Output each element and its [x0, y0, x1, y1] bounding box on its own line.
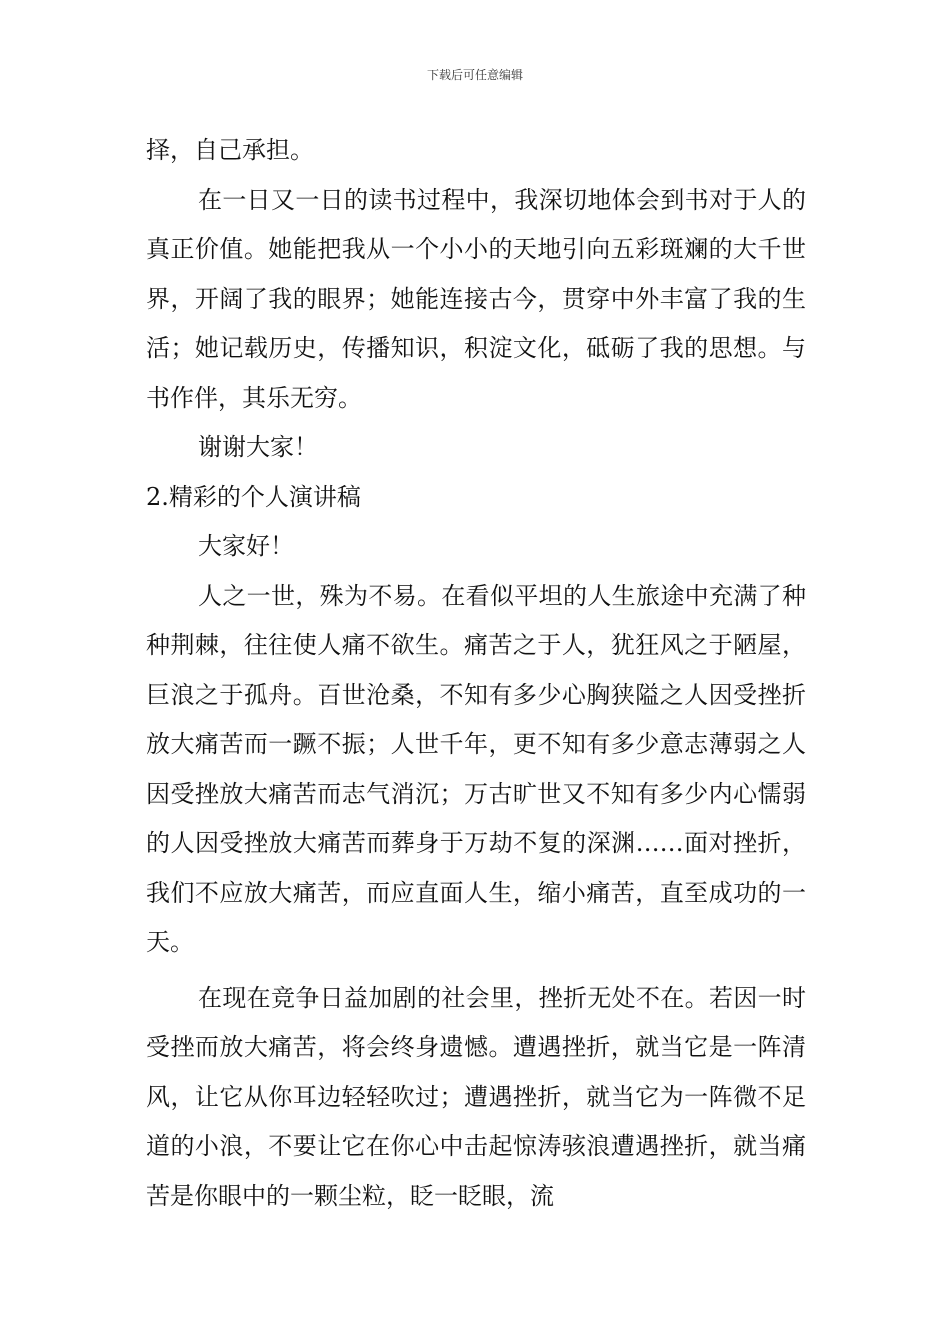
paragraph-greeting: 大家好！	[198, 532, 294, 560]
paragraph-thanks: 谢谢大家！	[198, 433, 318, 461]
page-header: 下载后可任意编辑	[426, 68, 523, 82]
document-body	[146, 126, 806, 1221]
paragraph-reading-value: 在一日又一日的读书过程中，我深切地体会到书对于人的真正价值。她能把我从一个小小的天地引向五彩斑斓的大千世界，开阔了我的眼界；她能连接古今，贯穿中外丰富了我的生活；她记载历史，传播知识，积淀文化，砥砺了我的思想。与书作伴，其乐无穷。	[146, 185, 806, 412]
paragraph-continuation: 择，自己承担。	[146, 136, 314, 164]
section-heading: 2.精彩的个人演讲稿	[146, 482, 361, 511]
paragraph-facing-setbacks: 在现在竞争日益加剧的社会里，挫折无处不在。若因一时受挫而放大痛苦，将会终身遗憾。遭遇挫折，就当它是一阵清风，让它从你耳边轻轻吹过；遭遇挫折，就当它为一阵微不足道的小浪，不要让它在你心中击起惊涛骇浪遭遇挫折，就当痛苦是你眼中的一颗尘粒，眨一眨眼，流	[146, 983, 806, 1210]
paragraph-life-hardship: 人之一世，殊为不易。在看似平坦的人生旅途中充满了种种荆棘，往往使人痛不欲生。痛苦之于人，犹狂风之于陋屋，巨浪之于孤舟。百世沧桑，不知有多少心胸狭隘之人因受挫折放大痛苦而一蹶不振；人世千年，更不知有多少意志薄弱之人因受挫放大痛苦而志气消沉；万古旷世又不知有多少内心懦弱的人因受挫放大痛苦而葬身于万劫不复的深渊……面对挫折，我们不应放大痛苦，而应直面人生，缩小痛苦，直至成功的一天。	[146, 581, 806, 956]
